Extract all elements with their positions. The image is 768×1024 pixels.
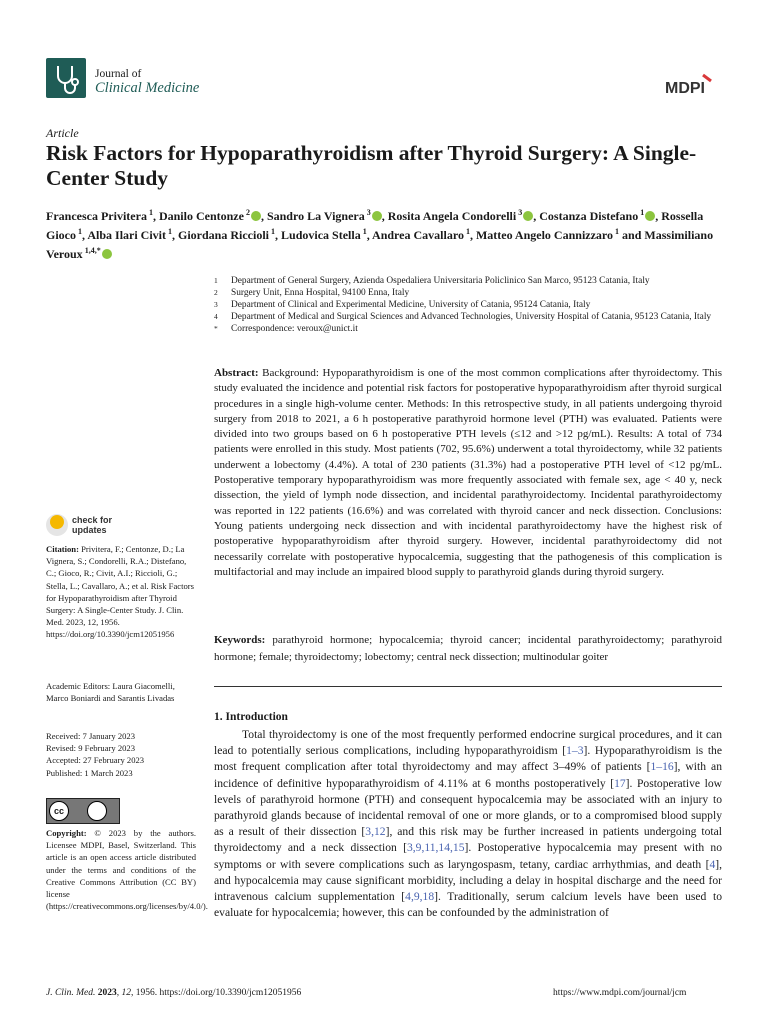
intro-text: ]. Postoperative hypocalcemia may present with no symptoms or with severe complications such as laryngospasm, tetany, cardiac arrhythmias, and death [: [214, 841, 722, 871]
citation-label: Citation:: [46, 544, 79, 554]
author-affiliation-sup: 1: [638, 208, 645, 217]
intro-text: ], with an incidence of definitive hypoparathyroidism of 4.11% at 6 months postoperatively [: [214, 760, 722, 790]
article-type: Article: [46, 126, 79, 140]
copyright-label: Copyright:: [46, 828, 87, 838]
article-date: Received: 7 January 2023: [46, 731, 136, 741]
orcid-icon[interactable]: [102, 249, 112, 259]
footer-journal: J. Clin. Med.: [46, 988, 96, 998]
citation-block: [46, 543, 196, 641]
article-dates: [46, 730, 196, 779]
affiliation-number: 1: [214, 276, 218, 285]
abstract-label: Abstract:: [214, 367, 259, 379]
affiliations: [214, 275, 734, 335]
author-affiliation-sup: 3: [516, 208, 523, 217]
author-affiliation-sup: 3: [364, 208, 371, 217]
author-affiliation-sup: 1: [76, 227, 82, 236]
introduction-body: [214, 727, 722, 921]
author-name: Rosita Angela Condorelli: [387, 209, 517, 223]
orcid-icon[interactable]: [372, 211, 382, 221]
intro-text: ], and this risk may be further increased in patients undergoing total thyroidectomy and a neck dissection [: [214, 825, 722, 855]
intro-text: ]. Hypoparathyroidism is the most frequent complication after total thyroidectomy and may affect 3–49% of patients [: [214, 744, 722, 774]
citation-link[interactable]: 3,9,11,14,15: [406, 841, 465, 855]
footer-volume: 12: [121, 988, 131, 998]
author-affiliation-sup: 1: [613, 227, 620, 236]
journal-logo: [46, 58, 86, 98]
intro-text: Total thyroidectomy is one of the most frequently performed endocrine surgical procedures, and it can lead to potentially serious complications, including hypoparathyroidism [: [214, 728, 722, 758]
author-name: Sandro La Vignera: [266, 209, 365, 223]
author-separator: ,: [469, 228, 476, 242]
citation-text: Privitera, F.; Centonze, D.; La Vignera, S.; Condorelli, R.A.; Distefano, C.; Gioco, R.; Civit, A.I.; Riccioli, G.; Stella, L.; Cavallaro, A.; et al. Risk Factors for Hypoparathyroidism after Thyroid Surgery: A Single-Center Study. J. Clin. Med. 2023, 12, 1956. https://doi.org/10.3390/jcm12051956: [46, 544, 194, 640]
journal-name: [95, 67, 199, 95]
citation-link[interactable]: 1–3: [566, 744, 584, 758]
affiliation-text: Correspondence: veroux@unict.it: [231, 324, 358, 334]
author-name: Danilo Centonze: [158, 209, 244, 223]
affiliation-number: 2: [214, 288, 218, 297]
author-name: Francesca Privitera: [46, 209, 147, 223]
author-affiliation-sup: 1: [360, 227, 367, 236]
check-updates-text: check for updates: [72, 515, 113, 535]
check-updates-icon: [46, 514, 68, 536]
by-label: BY: [95, 814, 103, 820]
cc-by-license-badge[interactable]: [46, 798, 120, 824]
affiliation-item: [214, 299, 734, 311]
affiliation-item: [214, 311, 734, 323]
copyright-block: [46, 827, 208, 912]
orcid-icon[interactable]: [645, 211, 655, 221]
keywords-text: parathyroid hormone; hypocalcemia; thyroid cancer; incidental parathyroidectomy; parathyroid hormone; female; thyroidectomy; lobectomy; central neck dissection; multinodular goiter: [214, 634, 723, 663]
author-separator: ,: [366, 228, 373, 242]
citation-link[interactable]: 17: [614, 776, 626, 790]
journal-title: Clinical Medicine: [95, 80, 200, 96]
mdpi-logo-text: MDPI: [665, 80, 705, 97]
footer-year: 2023: [97, 988, 117, 998]
abstract-text: Background: Hypoparathyroidism is one of the most common complications after thyroidectomy. This study evaluated the incidence and potential risk factors for postoperative hypoparathyroidism after thyroid surgical procedures in a single high-volume center. Methods: In this retrospective study, in all patients undergoing thyroid surgery from 2018 to 2021, a 6 h postoperative parathyroid hormone level (PTH) was evaluated. Patients were divided into two groups based on 6 h postoperative PTH levels (≤12 and >12 pg/mL). Results: A total of 734 patients were enrolled in this study. Most patients (702, 95.6%) underwent a total thyroidectomy, while 32 patients underwent a lobectomy (4.4%). A total of 230 patients (31.3%) had a postoperative PTH level of <12 pg/mL. Postoperative temporary hypoparathyroidism was more frequently associated with female sex, age < 40 y, neck dissection, the yield of lymph node dissection, and incidental parathyroidectomy. Incidental parathyroidectomy was reported in 122 patients (16.6%) and was correlated with thyroid cancer and neck dissection. Conclusions: Young patients undergoing neck dissection and with incidental parathyroidectomy have the highest risk of postoperative hypoparathyroidism after thyroid surgery. However, incidental parathyroidectomy did not necessarily correlate with postoperative hypocalcemia, suggesting that the pathogenesis of this complication is multifactorial and may include an impaired blood supply to parathyroid glands during thyroid surgery.: [214, 367, 722, 578]
footer-article-info: , 1956. https://doi.org/10.3390/jcm12051956: [130, 988, 302, 998]
author-affiliation-sup: 1: [166, 227, 173, 236]
article-date: Accepted: 27 February 2023: [46, 755, 145, 766]
author-affiliation-sup: 2: [243, 208, 250, 217]
section-divider: [214, 686, 722, 687]
affiliation-text: Department of Clinical and Experimental Medicine, University of Catania, 95124 Catania, Italy: [231, 300, 591, 310]
author-name: Giordana Riccioli: [178, 228, 270, 242]
cc-icon: cc: [49, 801, 69, 821]
author-separator: ,: [260, 209, 267, 223]
author-affiliation-sup: 1: [463, 227, 470, 236]
introduction-heading: 1. Introduction: [214, 711, 288, 723]
article-date: Published: 1 March 2023: [46, 767, 133, 778]
author-name: Alba Ilari Civit: [87, 228, 167, 242]
article-date: Revised: 9 February 2023: [46, 743, 136, 754]
intro-text: ]. Traditionally, serum calcium levels have been used to evaluate for hypocalcemia; however, this can be confounded by the administration of: [214, 890, 722, 920]
author-separator: ,: [655, 209, 662, 223]
author-separator: ,: [82, 228, 88, 242]
copyright-text: © 2023 by the authors. Licensee MDPI, Basel, Switzerland. This article is an open access article distributed under the terms and conditions of the Creative Commons Attribution (CC BY) license (https://creativecommons.org/licenses/by/4.0/).: [46, 828, 208, 912]
affiliation-text: Department of General Surgery, Azienda Ospedaliera Universitaria Policlinico San Marco, 95123 Catania, Italy: [231, 276, 650, 286]
citation-link[interactable]: 4,9,18: [405, 890, 435, 904]
affiliation-number: 4: [214, 312, 218, 321]
affiliation-number: 3: [214, 300, 218, 309]
mdpi-logo: [663, 73, 723, 97]
author-name: Rossella Gioco: [46, 209, 704, 242]
affiliation-item: [214, 275, 734, 287]
author-separator: and: [619, 228, 645, 242]
abstract: [214, 366, 722, 580]
affiliation-item: [214, 323, 734, 335]
author-name: Matteo Angelo Cannizzaro: [475, 228, 614, 242]
check-for-updates-button[interactable]: [46, 514, 156, 538]
journal-prefix: Journal of: [95, 68, 142, 80]
keywords: [214, 632, 722, 666]
author-name: Costanza Distefano: [539, 209, 639, 223]
author-affiliation-sup: 1,4,*: [82, 246, 101, 255]
affiliation-item: [214, 287, 734, 299]
paper-title: Risk Factors for Hypoparathyroidism after Thyroid Surgery: A Single-Center Study: [46, 141, 697, 190]
author-list: [46, 205, 736, 262]
stethoscope-icon: [46, 58, 86, 98]
intro-text: ], and hypocalcemia may cause significant morbidity, including a delay in hospital discharge and the need for intravenous calcium supplementation [: [214, 857, 722, 904]
author-separator: ,: [533, 209, 540, 223]
keywords-label: Keywords:: [214, 634, 266, 646]
affiliation-text: Surgery Unit, Enna Hospital, 94100 Enna, Italy: [231, 288, 410, 298]
author-name: Ludovica Stella: [281, 228, 361, 242]
author-separator: ,: [152, 209, 159, 223]
author-name: Andrea Cavallaro: [372, 228, 464, 242]
orcid-icon[interactable]: [251, 211, 261, 221]
citation-link[interactable]: 3,12: [365, 825, 386, 839]
author-separator: ,: [275, 228, 282, 242]
affiliation-number: *: [214, 324, 218, 333]
citation-link[interactable]: 1–16: [650, 760, 674, 774]
academic-editors: Academic Editors: Laura Giacomelli, Marco Boniardi and Sarantis Livadas: [46, 681, 175, 704]
author-name: Massimiliano Veroux: [46, 228, 714, 261]
citation-link[interactable]: 4: [709, 857, 716, 871]
author-affiliation-sup: 1: [146, 208, 153, 217]
author-separator: ,: [381, 209, 388, 223]
author-separator: ,: [172, 228, 179, 242]
footer-citation: J. Clin. Med. 2023, 12, 1956. https://doi.org/10.3390/jcm12051956: [46, 988, 302, 998]
orcid-icon[interactable]: [523, 211, 533, 221]
author-affiliation-sup: 1: [269, 227, 276, 236]
affiliation-text: Department of Medical and Surgical Sciences and Advanced Technologies, University Hospital of Catania, 95123 Catania, Italy: [231, 312, 712, 322]
intro-text: ]. Postoperative low levels of parathyroid hormone (PTH) and consequent hypocalcemia may be associated with an injury to parathyroid glands because of incidental removal of one or more glands, or to a compromised blood supply as a result of their dissection [: [214, 776, 722, 839]
footer-journal-url[interactable]: https://www.mdpi.com/journal/jcm: [553, 988, 687, 998]
